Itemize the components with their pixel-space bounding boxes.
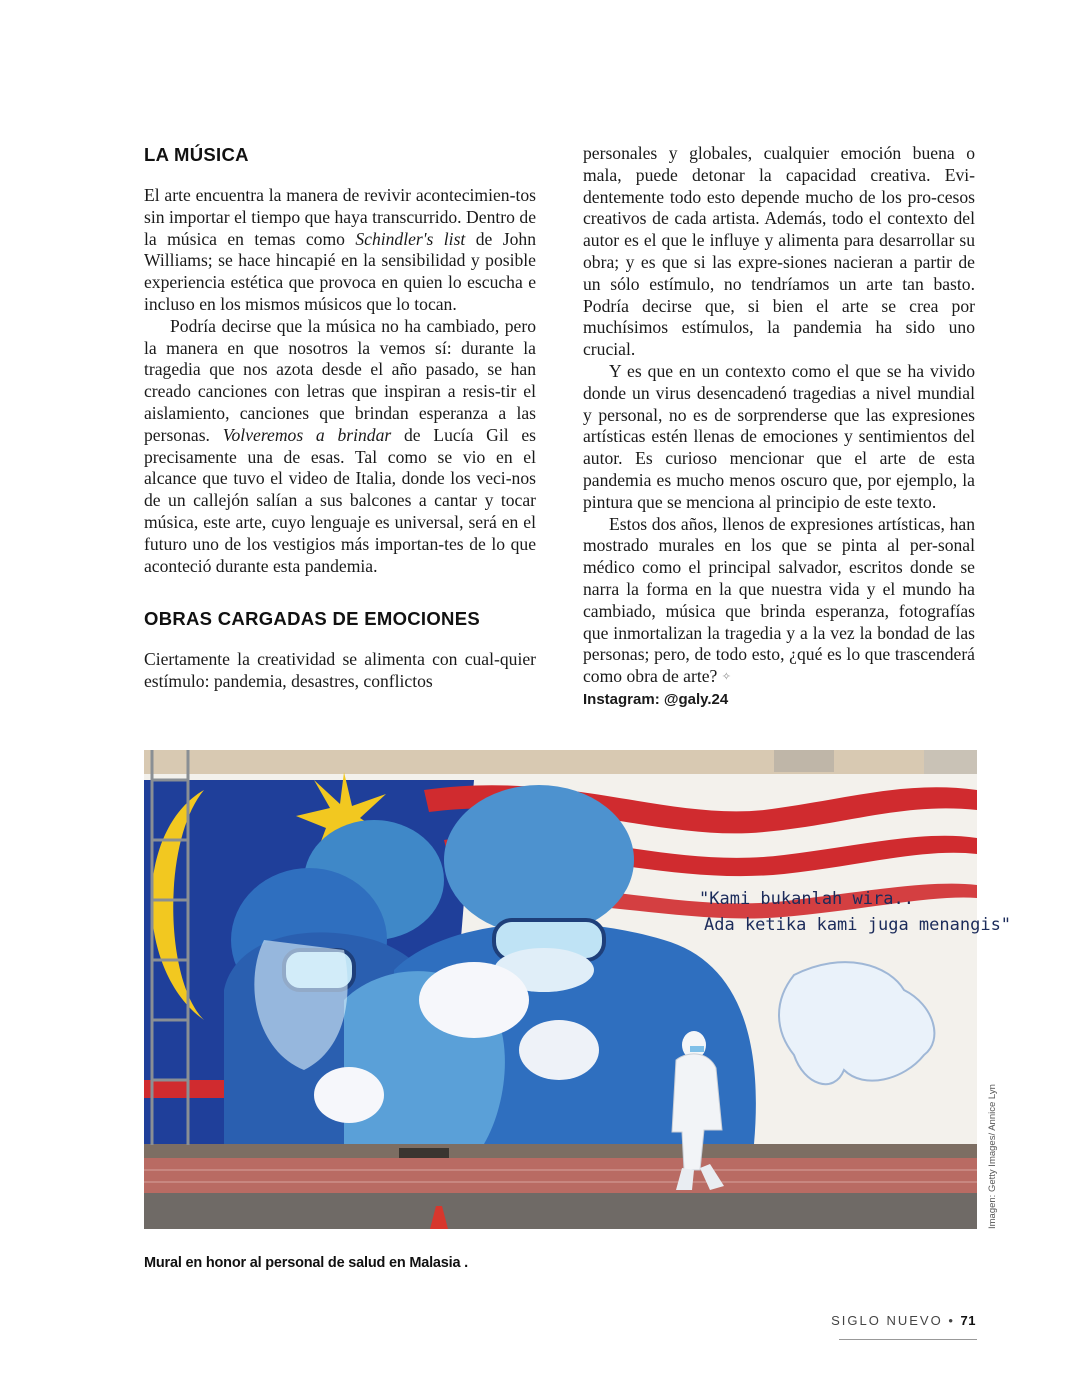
paragraph-1-text-a: El arte encuentra la manera de revivir acontecimien-tos sin importar el tiempo que haya transcurrido. Dentro de la música en temas como xyxy=(144,185,536,249)
mural-quote-line-1: "Kami bukanlah wira.. xyxy=(699,889,914,909)
paragraph-5: Y es que en un contexto como el que se ha vivido donde un virus desencadenó tragedias a nivel mundial y personal, no es de sorprenderse que las expresiones artísticas estén llenas de emociones y sentimientos del autor. Es curioso mencionar que el arte de esta pandemia es mucho menos oscuro que, por ejemplo, la pintura que se menciona al principio de este texto. xyxy=(583,360,975,512)
section-heading-music: LA MÚSICA xyxy=(144,144,249,165)
song-title-volveremos: Volveremos a brindar xyxy=(222,424,392,445)
paragraph-6-text: Estos dos años, llenos de expresiones artísticas, han mostrado murales en los que se pinta al per-sonal médico como el principal salvador, escritos donde se narra la forma en la que nuestra vida y el mundo ha cambiado, música que brinda esperanza, fotografías que inmortalizan la tragedia y a la vez la bondad de las personas; pero, de todo esto, ¿qué es lo que trascenderá como obra de arte? xyxy=(583,513,975,687)
paragraph-2 xyxy=(144,316,536,578)
paragraph-1-text-b: de John Williams; se hace hincapié en la sensibilidad y posible experiencia estética que provoca en quien lo escucha e incluso en los mismos músicos que lo tocan. xyxy=(144,228,536,314)
left-column xyxy=(144,143,536,693)
paragraph-1 xyxy=(144,185,536,316)
paragraph-4: personales y globales, cualquier emoción buena o mala, puede detonar la capacidad creativa. Evi-dentemente todo esto depende mucho de los pro-cesos creativos de cada artista. Además, todo el contexto del autor es el que le influye y alimenta para desarrollar su obra; y es que si las expre-siones nacieran a partir de un sólo estímulo, no tendríamos un arte tan basto. Podría decirse que, si bien el arte se crea por muchísimos estímulos, la pandemia ha sido uno crucial. xyxy=(583,143,975,360)
paragraph-2-text-b: de Lucía Gil es precisamente una de esas. Tal como se vio en el alcance que tuvo el video de Italia, donde los veci-nos de un callejón salían a sus balcones a cantar y tocar música, este arte, cuyo lenguaje es universal, será en el futuro uno de los vestigios más importan-tes de lo que aconteció durante esta pandemia. xyxy=(144,424,537,576)
folio-rule xyxy=(839,1339,977,1340)
folio-separator: • xyxy=(948,1313,955,1328)
mural-quote-line-2: Ada ketika kami juga menangis" xyxy=(704,915,1012,935)
author-instagram: Instagram: @galy.24 xyxy=(583,690,729,708)
photo-credit: Imagen: Getty Images/ Annice Lyn xyxy=(987,1084,998,1229)
paragraph-2-text-a: Podría decirse que la música no ha cambiado, pero la manera en que nosotros la vemos sí: durante la tragedia que nos azota desde el año pasado, se han creado canciones con letras que inspiran a resis-tir el aislamiento, canciones que brindan esperanza a las personas. xyxy=(144,315,536,445)
section-heading-works: OBRAS CARGADAS DE EMOCIONES xyxy=(144,608,480,630)
page-number: 71 xyxy=(960,1313,976,1328)
magazine-name: SIGLO NUEVO xyxy=(831,1313,943,1328)
paragraph-6 xyxy=(583,514,975,689)
end-mark-icon: ✧ xyxy=(721,671,731,684)
right-column xyxy=(583,143,975,710)
paragraph-3: Ciertamente la creatividad se alimenta con cual-quier estímulo: pandemia, desastres, conflictos xyxy=(144,649,536,692)
photo-caption: Mural en honor al personal de salud en Malasia . xyxy=(144,1255,468,1271)
song-title-schindler: Schindler's list xyxy=(355,228,466,249)
page-folio xyxy=(831,1313,976,1328)
